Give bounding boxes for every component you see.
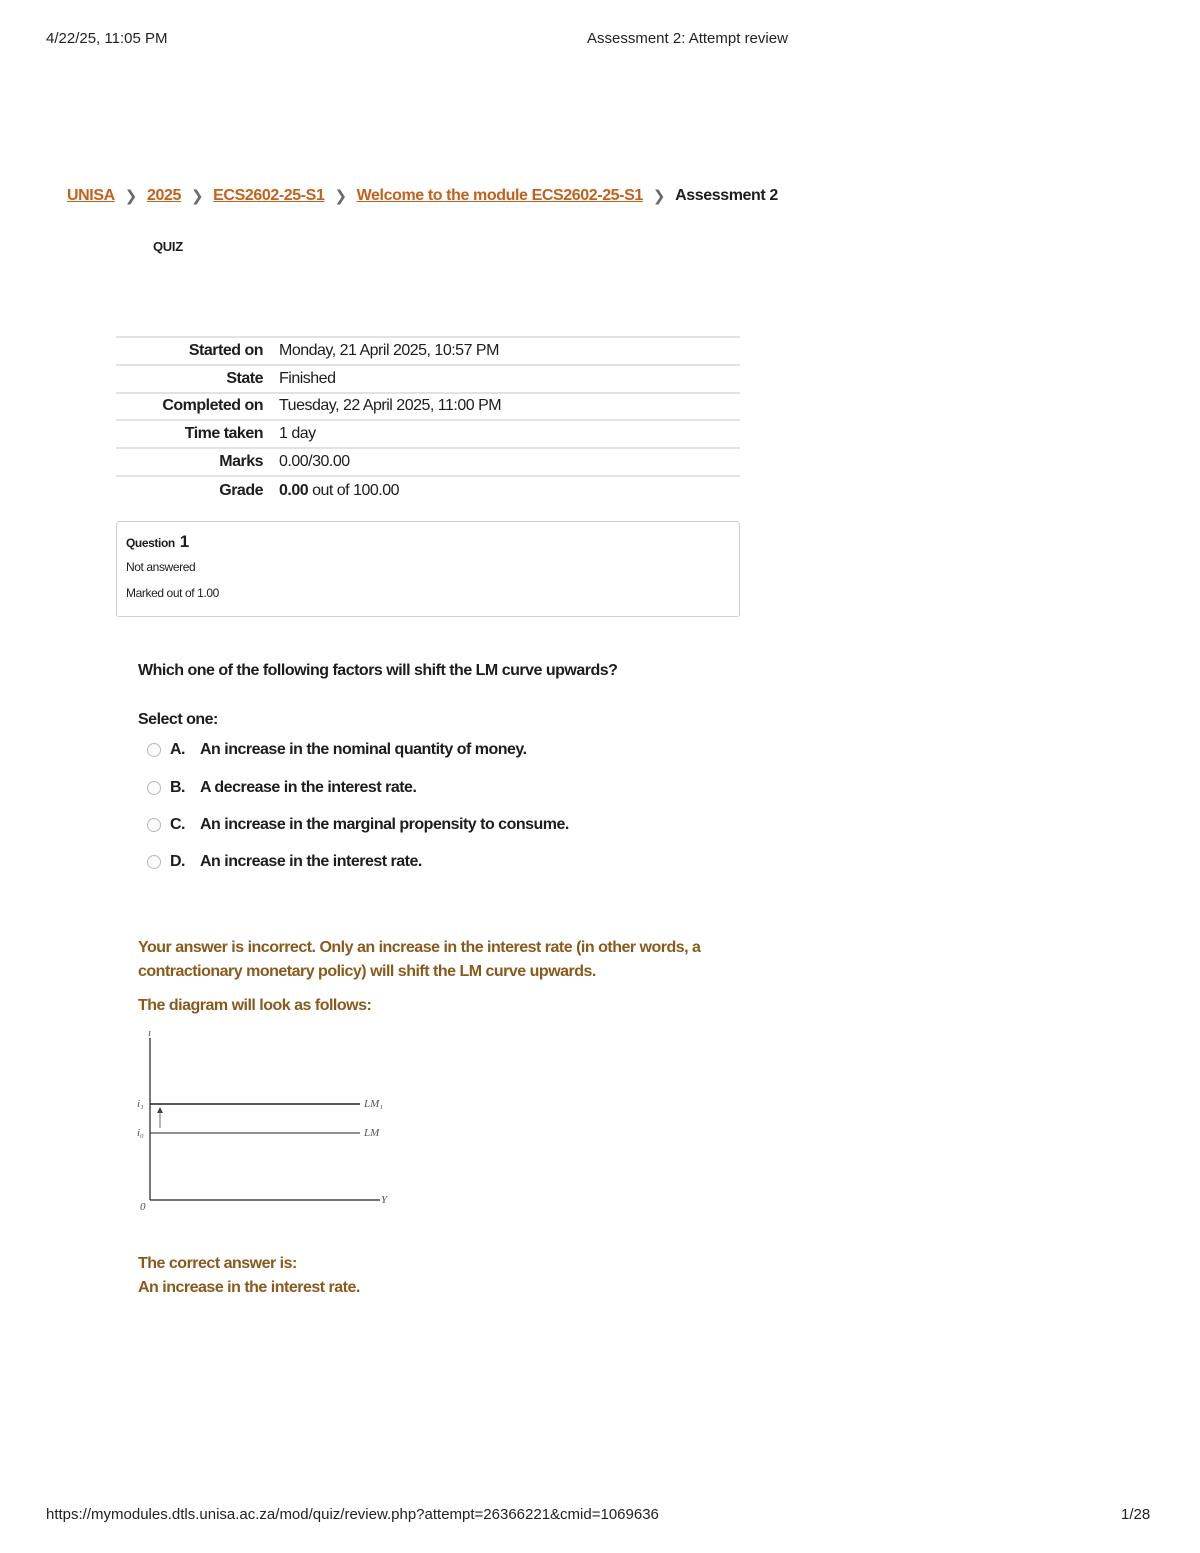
option-letter: A. bbox=[170, 741, 185, 758]
summary-row-marks bbox=[116, 448, 740, 476]
origin-label: 0 bbox=[140, 1201, 146, 1213]
summary-row-time-taken bbox=[116, 420, 740, 448]
chevron-right-icon: ❯ bbox=[334, 188, 347, 205]
option-letter: B. bbox=[170, 779, 185, 796]
grade-score: 0.00 bbox=[279, 481, 309, 499]
question-status: Not answered bbox=[126, 560, 196, 574]
summary-label: Started on bbox=[188, 341, 263, 359]
question-text: Which one of the following factors will shift the LM curve upwards? bbox=[138, 662, 618, 679]
lm0-label: LM bbox=[364, 1127, 380, 1139]
question-number bbox=[126, 532, 739, 552]
question-number-value: 1 bbox=[179, 532, 189, 551]
summary-row-completed bbox=[116, 393, 740, 421]
correct-answer-text: An increase in the interest rate. bbox=[138, 1279, 360, 1296]
option-text: An increase in the nominal quantity of money. bbox=[200, 741, 527, 758]
answer-option-c[interactable] bbox=[147, 814, 569, 836]
print-page-number: 1/28 bbox=[1121, 1506, 1151, 1523]
lm-shift-diagram bbox=[134, 1030, 396, 1220]
summary-label: State bbox=[226, 369, 263, 387]
summary-label: Grade bbox=[219, 481, 263, 499]
breadcrumb-link-course[interactable]: ECS2602-25-S1 bbox=[213, 187, 325, 204]
question-label: Question bbox=[126, 536, 175, 550]
correct-answer-block bbox=[138, 1252, 360, 1300]
question-marks: Marked out of 1.00 bbox=[126, 586, 219, 600]
chevron-right-icon: ❯ bbox=[652, 188, 666, 205]
summary-row-grade bbox=[116, 476, 740, 505]
breadcrumb bbox=[67, 187, 778, 205]
y-axis-label: i bbox=[148, 1030, 152, 1039]
i0-label: i₀ bbox=[137, 1127, 144, 1139]
correct-answer-label: The correct answer is: bbox=[138, 1255, 297, 1272]
select-one-label: Select one: bbox=[138, 711, 218, 728]
i1-label: i₁ bbox=[137, 1098, 144, 1110]
answer-option-b[interactable] bbox=[147, 777, 416, 799]
breadcrumb-link-welcome[interactable]: Welcome to the module ECS2602-25-S1 bbox=[356, 187, 643, 204]
chevron-right-icon: ❯ bbox=[190, 188, 204, 205]
arrow-up-icon bbox=[157, 1107, 163, 1113]
breadcrumb-link-year[interactable]: 2025 bbox=[146, 187, 181, 204]
option-text: An increase in the marginal propensity to consume. bbox=[200, 816, 569, 833]
radio-button[interactable] bbox=[147, 743, 161, 757]
diagram-intro: The diagram will look as follows: bbox=[138, 997, 372, 1014]
general-feedback bbox=[138, 936, 700, 984]
summary-value: 1 day bbox=[279, 425, 316, 443]
answer-option-a[interactable] bbox=[147, 739, 527, 761]
chevron-right-icon: ❯ bbox=[124, 188, 137, 205]
option-letter: D. bbox=[170, 853, 185, 870]
breadcrumb-link-unisa[interactable]: UNISA bbox=[67, 187, 115, 204]
print-header bbox=[0, 30, 1200, 50]
answer-option-d[interactable] bbox=[147, 851, 422, 873]
x-axis-label: Y bbox=[381, 1194, 388, 1206]
print-title: Assessment 2: Attempt review bbox=[587, 30, 788, 47]
summary-label: Marks bbox=[219, 453, 263, 471]
attempt-summary-table bbox=[116, 336, 740, 505]
option-text: An increase in the interest rate. bbox=[200, 853, 422, 870]
activity-type-label: QUIZ bbox=[153, 239, 183, 254]
summary-value: Tuesday, 22 April 2025, 11:00 PM bbox=[279, 397, 502, 415]
summary-label: Time taken bbox=[184, 425, 263, 443]
question-info-box bbox=[116, 521, 740, 617]
feedback-line: contractionary monetary policy) will shift the LM curve upwards. bbox=[138, 963, 596, 980]
summary-value: Finished bbox=[279, 369, 336, 387]
summary-row-started bbox=[116, 337, 740, 365]
lm1-label: LM₁ bbox=[364, 1098, 384, 1110]
summary-value: Monday, 21 April 2025, 10:57 PM bbox=[279, 341, 499, 359]
summary-label: Completed on bbox=[162, 397, 263, 415]
option-letter: C. bbox=[170, 816, 185, 833]
summary-value: 0.00/30.00 bbox=[279, 453, 350, 471]
breadcrumb-current: Assessment 2 bbox=[675, 187, 778, 204]
print-date: 4/22/25, 11:05 PM bbox=[46, 30, 168, 47]
feedback-line: Your answer is incorrect. Only an increase in the interest rate (in other words, a bbox=[138, 939, 701, 956]
radio-button[interactable] bbox=[147, 855, 161, 869]
option-text: A decrease in the interest rate. bbox=[200, 779, 417, 796]
radio-button[interactable] bbox=[147, 818, 161, 832]
radio-button[interactable] bbox=[147, 781, 161, 795]
summary-row-state bbox=[116, 365, 740, 393]
grade-out-of: out of 100.00 bbox=[312, 481, 400, 499]
print-url: https://mymodules.dtls.unisa.ac.za/mod/quiz/review.php?attempt=26366221&cmid=1069636 bbox=[46, 1506, 659, 1523]
summary-value bbox=[279, 476, 740, 505]
